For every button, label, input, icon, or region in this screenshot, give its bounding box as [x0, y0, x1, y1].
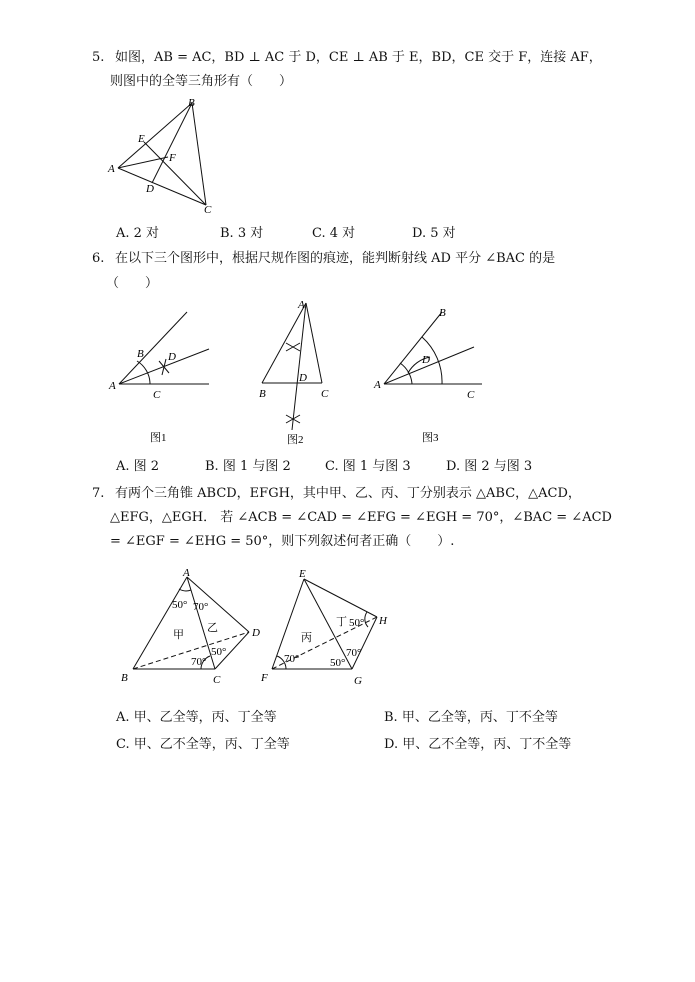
- abcd-label-b: B: [121, 672, 128, 684]
- q5-label-b: B: [188, 97, 195, 109]
- q5-label-d: D: [146, 183, 154, 195]
- q5-figure: [100, 95, 225, 217]
- q7-option-c[interactable]: C. 甲、乙不全等，丙、丁全等: [116, 737, 290, 752]
- q5-option-c[interactable]: C. 4 对: [312, 226, 356, 241]
- q7-stem-line3: = ∠EGF = ∠EHG = 50°，则下列叙述何者正确（ ）.: [110, 534, 455, 549]
- fig2-label-b: B: [259, 388, 266, 400]
- q5-label-c: C: [204, 204, 212, 216]
- fig2-cross-upper: [286, 343, 300, 351]
- q7-option-b[interactable]: B. 甲、乙全等，丙、丁不全等: [384, 710, 558, 725]
- abcd-angle-a50: 50°: [172, 599, 188, 611]
- fig3-label-c: C: [467, 389, 475, 401]
- q6-figure3: [370, 303, 485, 445]
- q6-stem-line2: （ ）: [106, 276, 159, 291]
- q5-label-e: E: [138, 133, 145, 145]
- q5-label-f: F: [169, 152, 176, 164]
- q7-stem-line2: △EFG，△EGH． 若 ∠ACB = ∠CAD = ∠EFG = ∠EGH = 70°，∠BAC = ∠ACD: [110, 510, 612, 525]
- abcd-label-c: C: [213, 674, 221, 686]
- q6-stem-line1: 在以下三个图形中，根据尺规作图的痕迹，能判断射线 AD 平分 ∠BAC 的是: [115, 251, 556, 266]
- q5-stem-line1: 如图，AB = AC，BD ⊥ AC 于 D，CE ⊥ AB 于 E，BD，CE 交于 F，连接 AF，: [115, 50, 602, 65]
- efgh-angle-h50: 50°: [349, 617, 365, 629]
- abcd-angle-arc-a: [179, 589, 191, 591]
- q5-option-b[interactable]: B. 3 对: [220, 226, 264, 241]
- efgh-label-f: F: [261, 672, 268, 684]
- fig2-side-ac: [306, 303, 322, 383]
- q5-option-a[interactable]: A. 2 对: [116, 226, 160, 241]
- fig1-label-d: D: [168, 351, 176, 363]
- q5-number: 5.: [92, 50, 105, 65]
- q5-segment-ab: [118, 103, 192, 168]
- fig1-caption: 图1: [150, 432, 167, 444]
- efgh-label-ding: 丁: [336, 616, 347, 628]
- q6-option-c[interactable]: C. 图 1 与图 3: [325, 459, 411, 474]
- abcd-angle-c50: 50°: [211, 646, 227, 658]
- fig2-label-a: A: [298, 299, 305, 311]
- q5-stem-line2: 则图中的全等三角形有（ ）: [110, 74, 293, 89]
- q7-figure-efgh: [255, 565, 400, 687]
- q7-figure-abcd: [118, 565, 268, 687]
- q5-segment-ac: [118, 168, 206, 205]
- q6-number: 6.: [92, 251, 105, 266]
- fig3-label-a: A: [374, 379, 381, 391]
- fig2-line-ad: [292, 303, 306, 430]
- q6-option-a[interactable]: A. 图 2: [116, 459, 160, 474]
- fig1-ray-ab: [119, 312, 187, 384]
- q7-number: 7.: [92, 486, 105, 501]
- q7-option-a[interactable]: A. 甲、乙全等，丙、丁全等: [116, 710, 277, 725]
- fig1-label-a: A: [109, 380, 116, 392]
- abcd-label-d: D: [252, 627, 260, 639]
- q5-option-d[interactable]: D. 5 对: [412, 226, 456, 241]
- q5-label-a: A: [108, 163, 115, 175]
- abcd-label-yi: 乙: [207, 622, 218, 634]
- efgh-label-g: G: [354, 675, 362, 687]
- abcd-label-a: A: [183, 567, 190, 579]
- fig2-label-d: D: [299, 372, 307, 384]
- fig2-label-c: C: [321, 388, 329, 400]
- fig3-label-b: B: [439, 307, 446, 319]
- efgh-edge-eh: [304, 579, 377, 617]
- abcd-angle-c70: 70°: [191, 656, 207, 668]
- efgh-angle-arc-h: [365, 612, 368, 627]
- abcd-edge-ab: [133, 577, 187, 669]
- efgh-label-e: E: [299, 568, 306, 580]
- fig1-label-c: C: [153, 389, 161, 401]
- q6-option-b[interactable]: B. 图 1 与图 2: [205, 459, 291, 474]
- q6-figure2: [250, 295, 340, 450]
- efgh-angle-f70: 70°: [284, 653, 300, 665]
- q7-stem-line1: 有两个三角锥 ABCD，EFGH，其中甲、乙、丙、丁分别表示 △ABC，△ACD，: [115, 486, 581, 501]
- fig3-label-d: D: [422, 354, 430, 366]
- fig3-caption: 图3: [422, 432, 439, 444]
- q5-segment-bc: [192, 103, 206, 205]
- efgh-angle-g50: 50°: [330, 657, 346, 669]
- efgh-label-bing: 丙: [301, 632, 312, 644]
- efgh-label-h: H: [379, 615, 387, 627]
- q6-figure1: [105, 305, 215, 445]
- abcd-angle-a70: 70°: [193, 601, 209, 613]
- q6-option-d[interactable]: D. 图 2 与图 3: [446, 459, 533, 474]
- fig1-label-b: B: [137, 348, 144, 360]
- fig2-caption: 图2: [287, 434, 304, 446]
- efgh-angle-g70: 70°: [346, 647, 362, 659]
- q7-option-d[interactable]: D. 甲、乙不全等，丙、丁不全等: [384, 737, 572, 752]
- abcd-label-jia: 甲: [173, 629, 184, 641]
- fig3-ray-ab: [384, 312, 442, 384]
